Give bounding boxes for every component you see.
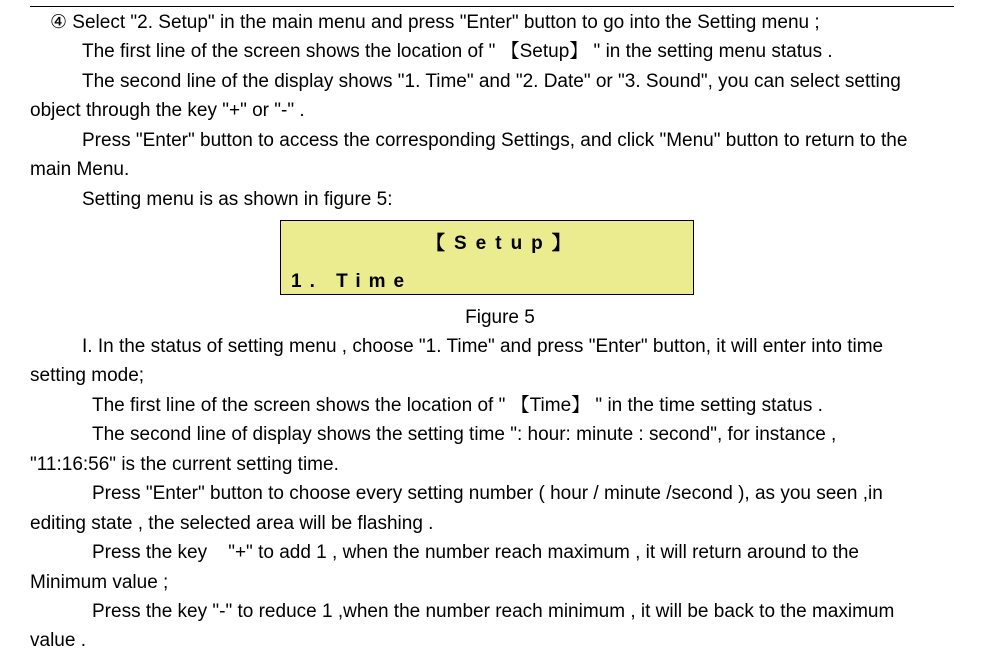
text-line: setting mode; [30,365,145,386]
lcd-line-item: 1. Time [291,271,413,292]
text-line: object through the key "+" or "-" . [30,100,305,121]
text-line: editing state , the selected area will be flashing . [30,513,434,534]
text-line: Press the key "+" to add 1 , when the number reach maximum , it will return around to the [92,542,859,563]
text-line: The first line of the screen shows the location of " 【Time】 " in the time setting status . [92,395,823,416]
text-line: Press "Enter" button to access the corresponding Settings, and click "Menu" button to return to the [82,130,908,151]
text-line: Setting menu is as shown in figure 5: [82,189,393,210]
lcd-display-figure [280,220,694,295]
text-line: Minimum value ; [30,572,169,593]
text-line: "11:16:56" is the current setting time. [30,454,339,475]
text-line: The first line of the screen shows the location of " 【Setup】 " in the setting menu status . [82,41,833,62]
text-line: I. In the status of setting menu , choose "1. Time" and press "Enter" button, it will enter into time [82,336,884,357]
figure-caption: Figure 5 [465,307,535,328]
top-rule [30,6,954,7]
text-line: Press "Enter" button to choose every setting number ( hour / minute /second ), as you seen ,in [92,483,883,504]
text-line: The second line of the display shows "1. Time" and "2. Date" or "3. Sound", you can select setting [82,71,901,92]
lcd-line-title: 【Setup】 [426,233,580,254]
text-line: Press the key "-" to reduce 1 ,when the number reach minimum , it will be back to the maximum [92,601,895,622]
text-line: value . [30,630,86,651]
text-line: main Menu. [30,159,130,180]
text-line: ④ Select "2. Setup" in the main menu and press "Enter" button to go into the Setting menu ; [50,12,820,33]
text-line: The second line of display shows the setting time ": hour: minute : second", for instance , [92,424,837,445]
